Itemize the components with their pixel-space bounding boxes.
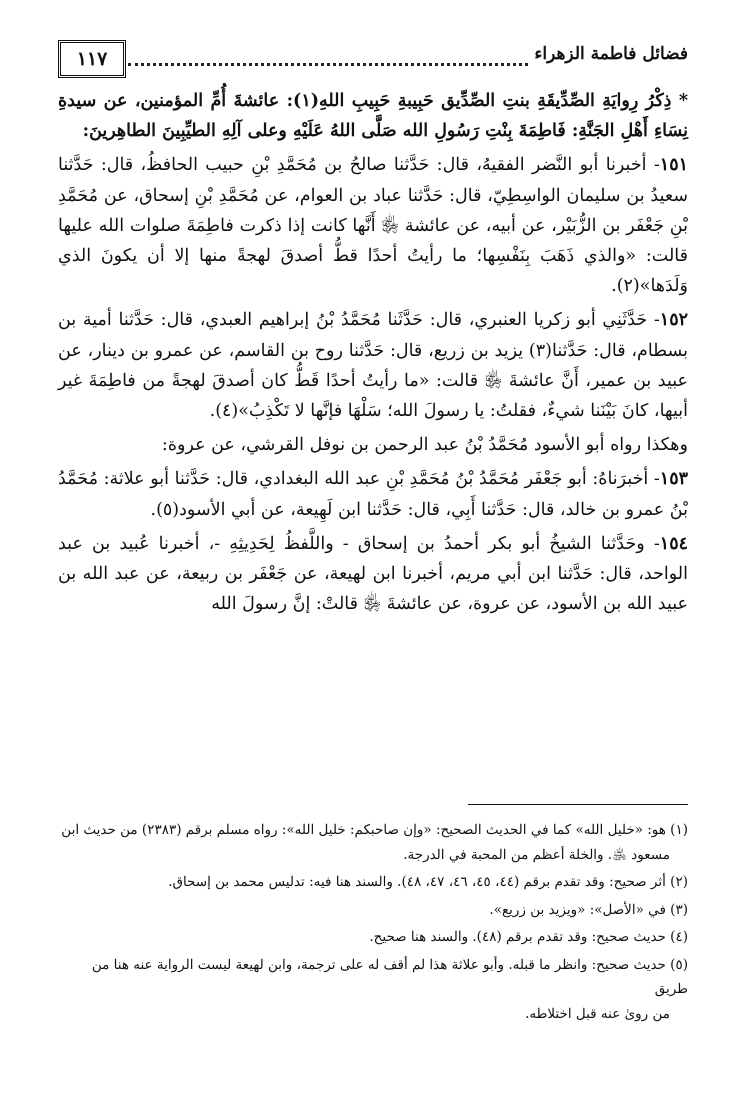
hadith-number: ١٥٣: [659, 469, 688, 490]
footnote-continuation: من روىٰ عنه قبل اختلاطه.: [525, 1005, 670, 1022]
hadith-154: [58, 529, 688, 620]
footnote-2: (٢) أثر صحيح: وقد تقدم برقم (٤٤، ٤٥، ٤٦، ٤٧، ٤٨). والسند هنا فيه: تدليس محمد بن إسحاق.: [168, 874, 688, 890]
page-header: [58, 38, 688, 78]
hadith-151: [58, 150, 688, 301]
running-title: فضائل فاطمة الزهراء: [534, 44, 688, 64]
hadith-152: [58, 305, 688, 426]
hadith-number: ١٥٤: [659, 533, 688, 554]
footnote-3: (٣) في «الأصل»: «ويزيد بن زريع».: [489, 901, 688, 918]
footnote-text: (١) هو: «خليل الله» كما في الحديث الصحيح: «وإن صاحبكم: خليل الله»: رواه مسلم برقم (٢٣٨٣) من حديث ابن: [61, 822, 688, 838]
footnote-text: (٥) حديث صحيح: وانظر ما قبله. وأبو علاثة هذا لم أقف له على ترجمة، وابن لهيعة ليست الرواية عنه هنا من طريق: [91, 956, 688, 997]
page-number: ١١٧: [58, 40, 126, 78]
hadith-text: - أخبرنا أبو النَّضر الفقيهُ، قال: حَدَّثنا صالحُ بن مُحَمَّدِ بْنِ حبيب الحافظُ، قال: حَدَّثنا سعيدُ بن سليمان الواسِطِيّ، قال: حَدَّثنا عباد بن العوام، عن مُحَمَّدِ بْنِ إسحاق، عن مُحَمَّدِ بْنِ جَعْفَر بن الزُّبَيْر، عن أبيه، عن عائشة ﵂ أَنَّها كانت إذا ذكرت فاطِمَةَ صلوات الله عليها قالت: «والذي ذَهَبَ بِنَفْسِها؛ ما رأيتُ أحدًا قطُّ أصدقَ لهجةً منها إلا أن يكونَ الذي وَلَدَها»(٢).: [58, 155, 688, 297]
hadith-153: [58, 464, 688, 524]
main-text: [58, 86, 688, 623]
footnote-separator: [468, 804, 688, 805]
hadith-text: - أخبرَناهُ: أبو جَعْفَر مُحَمَّدُ بْنُ مُحَمَّدِ بْنِ عبد الله البغدادي، قال: حَدَّثنا أبو علاثة: مُحَمَّدُ بْنُ عمرو بن خالد، قال: حَدَّثنا أَبِي، قال: حَدَّثنا ابن لَهِيعة، عن أبي الأسود(٥).: [58, 469, 688, 520]
hadith-text: - وحَدَّثنا الشيخُ أبو بكر أحمدُ بن إسحاق - واللَّفظُ لِحَدِيثِهِ -، أخبرنا عُبيد بن عبد الواحد، قال: حَدَّثنا ابن أبي مريم، أخبرنا ابن لهيعة، عن جَعْفَر بن ربيعة، عن عبد الله بن عبيد الله بن الأسود، عن عروة، عن عائشةَ ﵂ قالتْ: إنَّ رسولَ الله: [58, 533, 688, 615]
hadith-number: ١٥٢: [659, 310, 688, 331]
narration-note: وهكذا رواه أبو الأسود مُحَمَّدُ بْنُ عبد الرحمن بن نوفل القرشي، عن عروة:: [161, 435, 688, 456]
footnote-continuation: مسعود ﵁. والخلة أعظم من المحبة في الدرجة.: [403, 846, 670, 863]
footnote-4: (٤) حديث صحيح: وقد تقدم برقم (٤٨). والسند هنا صحيح.: [369, 929, 688, 945]
chapter-heading: * ذِكْرُ رِوايَةِ الصِّدِّيقَةِ بنتِ الصِّدِّيق حَبِيبةِ حَبِيبِ اللهِ(١): عائشةَ أُمِّ المؤمنين، عن سيدةِ نِسَاءِ أَهْلِ الجَنَّةِ: فَاطِمَةَ بِنْتِ رَسُولِ الله صَلَّى اللهُ عَلَيْهِ وعلى آلِهِ الطيِّبِينَ الطاهِرينَ:: [58, 91, 688, 142]
footnote-1: [58, 818, 688, 867]
footnotes: [58, 818, 688, 1029]
footnote-5: [58, 953, 688, 1027]
hadith-number: ١٥١: [659, 155, 688, 176]
header-dotted-rule: [128, 63, 528, 66]
hadith-text: - حَدَّثَنِي أبو زكريا العنبري، قال: حَدَّثَنا مُحَمَّدُ بْنُ إبراهيم العبدي، قال: حَدَّثنا أمية بن بسطام، قال: حَدَّثنا(٣) يزيد بن زريع، قال: حَدَّثنا روح بن القاسم، عن عمرو بن دينار، عن عبيد بن عمير، أَنَّ عائشةَ ﵂ قالت: «ما رأيتُ أحدًا قَطُّ كان أصدقَ لهجةً من فاطِمَةَ غير أبيها، كانَ بَيْنَنا شيءٌ، فقلتُ: يا رسولَ الله؛ سَلْهَا فإنَّها لا تَكْذِبُ»(٤).: [58, 310, 689, 422]
